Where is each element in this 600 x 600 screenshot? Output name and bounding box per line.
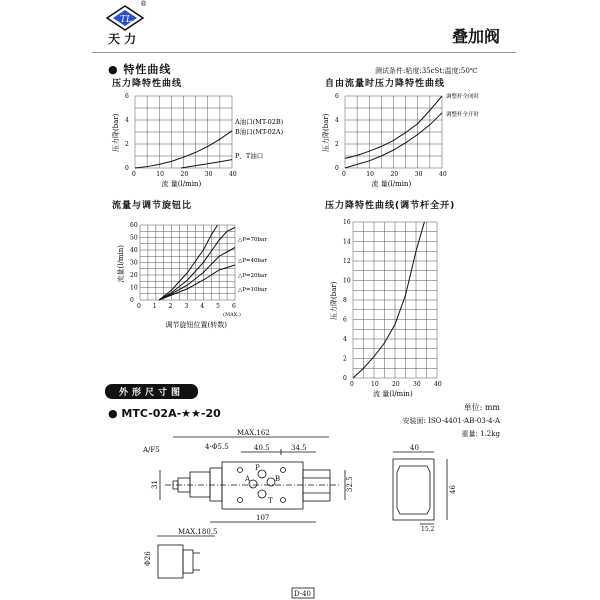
y-tick-label: 16	[343, 219, 351, 226]
x-tick-label: 40	[229, 171, 237, 178]
y-tick-label: 0	[343, 375, 347, 382]
dim-32-5: 32.5	[346, 476, 354, 492]
y-tick-label: 4	[335, 117, 339, 124]
y-tick-label: 50	[130, 234, 138, 242]
y-axis-label: 压力降(bar)	[330, 281, 338, 320]
x-tick-label: 30	[414, 171, 423, 178]
y-tick-label: 10	[343, 277, 351, 285]
y-tick-label: 40	[130, 247, 138, 254]
y-tick-label: 2	[343, 355, 347, 363]
y-axis-label: 压力降(bar)	[322, 113, 330, 152]
y-tick-label: 20	[130, 272, 138, 279]
y-tick-label: 0	[125, 165, 129, 172]
dim-40-5: 40.5	[254, 444, 270, 452]
x-axis-label: 流 量(l/min)	[371, 180, 412, 188]
x-tick-label: 40	[439, 171, 447, 178]
y-tick-label: 14	[343, 238, 351, 246]
x-tick-label: 10	[366, 171, 374, 178]
x-tick-label: 5	[216, 303, 220, 310]
chart4-title: 压力降特性曲线(调节杆全开)	[325, 201, 456, 211]
series-label: 调整杆全开时	[446, 112, 480, 118]
y-tick-label: 4	[343, 336, 347, 343]
dim-34-5: 34.5	[291, 444, 307, 452]
dim-max180: MAX.180.5	[178, 528, 218, 536]
registered-mark: ®	[140, 0, 147, 8]
page-title: 叠加阀	[452, 27, 501, 46]
x-axis-label: 流 量(l/min)	[373, 390, 413, 398]
chart3-title: 流量与调节旋钮比	[112, 201, 193, 211]
section-title-curves: ● 特性曲线	[108, 63, 172, 76]
dim-side-46: 46	[449, 485, 457, 494]
y-tick-label: 6	[335, 93, 339, 100]
dim-af5: A/F5	[143, 446, 160, 454]
y-axis-label: 压力降(bar)	[112, 113, 120, 152]
dim-holes: 4-Φ5.5	[205, 443, 229, 451]
x-tick-label: 10	[371, 381, 379, 388]
x-tick-label: 6	[232, 303, 236, 310]
dim-max162: MAX.162	[237, 429, 270, 437]
y-tick-label: 8	[343, 297, 347, 304]
y-tick-label: 6	[125, 93, 129, 100]
y-axis-label: 流量(l/min)	[117, 245, 125, 283]
y-tick-label: 6	[343, 316, 347, 324]
dim-side-15: 15.2	[421, 526, 435, 533]
x-tick-label: 10	[156, 171, 164, 178]
series-label: △P=40bar	[238, 258, 267, 264]
port-p-label: P	[255, 464, 260, 472]
port-a-label: A	[245, 475, 251, 483]
weight: 重量: 1.2kg	[461, 430, 500, 438]
y-tick-label: 2	[335, 141, 339, 148]
x-tick-label: 4	[200, 303, 205, 310]
x-tick-label: 0	[350, 381, 354, 388]
model-number: ● MTC-02A-★★-20	[108, 407, 221, 420]
x-tick-note: (MAX.)	[223, 312, 241, 318]
x-tick-label: 3	[184, 303, 189, 310]
series-label: △P=20bar	[238, 273, 267, 279]
y-tick-label: 0	[335, 165, 339, 172]
y-tick-label: 12	[343, 258, 351, 265]
svg-text:TL: TL	[120, 15, 132, 25]
y-tick-label: 30	[130, 259, 138, 267]
x-tick-label: 20	[390, 171, 399, 178]
dim-side-40: 40	[410, 444, 419, 452]
y-tick-label: 60	[130, 222, 138, 229]
port-t-label: T	[268, 497, 273, 505]
series-label: A油口(MT-02B)	[235, 118, 284, 126]
x-tick-label: 30	[413, 381, 421, 388]
series-label: P、T油口	[235, 152, 264, 160]
x-tick-label: 20	[392, 381, 400, 388]
dim-phi26: Φ26	[144, 551, 152, 566]
chart1-title: 压力降特性曲线	[112, 79, 183, 89]
y-tick-label: 10	[130, 284, 138, 292]
brand-name: 天 力	[108, 32, 137, 46]
test-conditions: 测试条件:粘度:35cSt:温度:50℃	[375, 67, 478, 75]
page-number: D-40	[294, 590, 312, 598]
x-tick-label: 1	[152, 303, 157, 310]
chart2-title: 自由流量时压力降特性曲线	[325, 79, 446, 89]
dim-31: 31	[151, 480, 159, 489]
y-tick-label: 0	[130, 297, 134, 304]
series-label: △P=70bar	[238, 237, 267, 243]
unit-label: 单位: mm	[463, 403, 500, 412]
x-tick-label: 0	[132, 171, 136, 178]
x-tick-label: 0	[137, 303, 141, 310]
series-label: B油口(MT-02A)	[235, 128, 284, 136]
y-tick-label: 2	[125, 141, 129, 148]
x-tick-label: 2	[168, 303, 173, 310]
mounting-surface: 安装面: ISO-4401-AB-03-4-A	[402, 417, 500, 425]
dim-107: 107	[256, 514, 270, 522]
port-b-label: B	[275, 475, 281, 483]
knob	[158, 545, 183, 578]
x-tick-label: 0	[342, 171, 346, 178]
x-axis-label: 流 量(l/min)	[161, 180, 202, 188]
x-axis-label: 调节旋钮位置(转数)	[165, 321, 227, 329]
valve-body	[222, 462, 303, 509]
x-tick-label: 40	[434, 381, 442, 388]
dimensions-section-badge: 外形尺寸图	[105, 384, 198, 399]
x-tick-label: 30	[204, 171, 213, 178]
y-tick-label: 4	[125, 117, 129, 124]
x-tick-label: 20	[180, 171, 189, 178]
series-label: 调整杆全闭时	[446, 94, 480, 100]
series-label: △P=10bar	[238, 287, 267, 293]
